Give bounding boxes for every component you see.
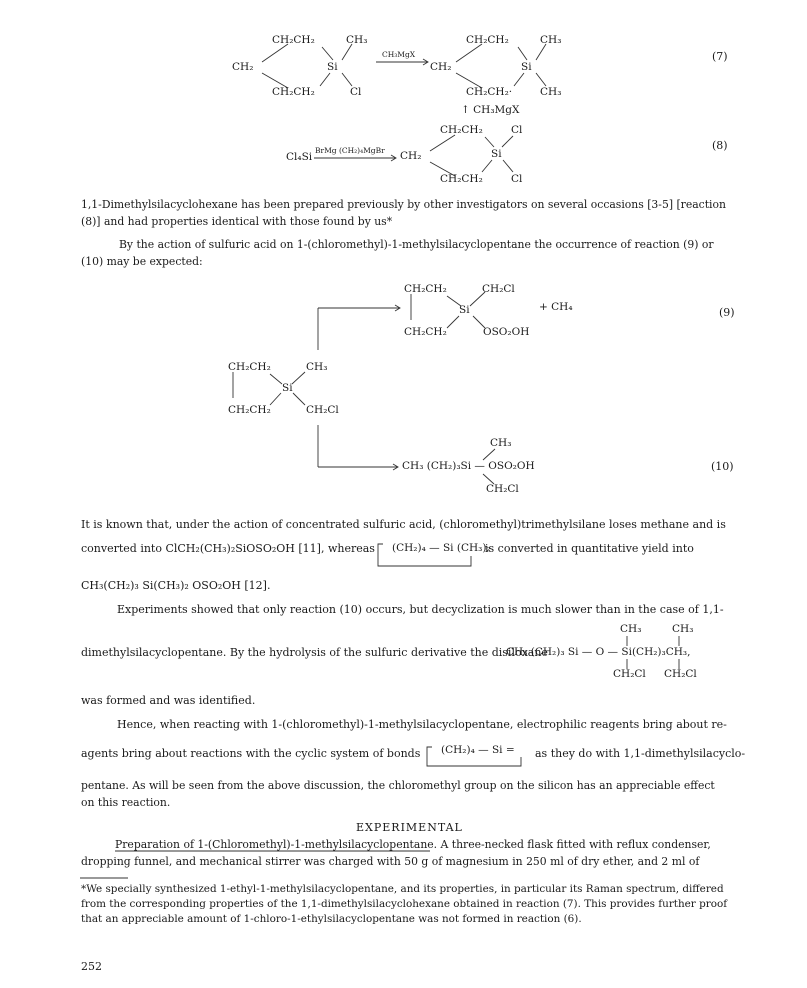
s7-right-bot1: CH₂CH₂· — [466, 86, 513, 98]
disiloxane-ch3-right: CH₃ — [672, 623, 694, 635]
paragraph-2: By the action of sulfuric acid on 1-(chloromethyl)-1-methylsilacyclopentane the occurrence of reaction (9) or (10) may be expected: — [81, 238, 714, 268]
s7-right-top2: CH₃ — [540, 34, 562, 46]
s7-left-bot2: Cl — [350, 86, 362, 98]
preparation-paragraph — [81, 836, 731, 870]
s7-reagent: CH₃MgX — [382, 50, 416, 59]
s9-si: Si — [459, 304, 470, 316]
disiloxane-main: CH₃ (CH₂)₃ Si — O — Si(CH₂)₃CH₃, — [506, 646, 691, 658]
disiloxane-cl-left: CH₂Cl — [613, 668, 646, 680]
s7-number: (7) — [712, 50, 728, 63]
s7-right-top1: CH₂CH₂ — [466, 34, 509, 46]
s7-right-c: CH₂ — [430, 61, 452, 73]
s7-up-reagent: ↑ CH₃MgX — [461, 104, 520, 116]
s8-reagent: BrMg (CH₂)₄MgBr — [315, 146, 385, 155]
paragraph-7-fragment: (CH₂)₄ — Si = — [441, 744, 515, 756]
s9-bot2: OSO₂OH — [483, 326, 530, 338]
s8-c: CH₂ — [400, 150, 422, 162]
s10-bottom: CH₂Cl — [486, 483, 519, 495]
s8-bot2: Cl — [511, 173, 523, 185]
s10-top: CH₃ — [490, 437, 512, 449]
s9-top1: CH₂CH₂ — [404, 283, 447, 295]
s8-bot1: CH₂CH₂ — [440, 173, 483, 185]
section-heading: EXPERIMENTAL — [356, 821, 463, 834]
paragraph-1: 1,1-Dimethylsilacyclohexane has been prepared previously by other investigators on several occasions [3-5] [reaction (8)] and had properties identical with those found by us* — [81, 198, 726, 228]
s7-left-top1: CH₂CH₂ — [272, 34, 315, 46]
paragraph-3c: CH₃(CH₂)₃ Si(CH₃)₂ OSO₂OH [12]. — [81, 579, 271, 592]
s7-left-bot1: CH₂CH₂ — [272, 86, 315, 98]
start-bot2: CH₂Cl — [306, 404, 339, 416]
s7-left-c: CH₂ — [232, 61, 254, 73]
start-top1: CH₂CH₂ — [228, 361, 271, 373]
s9-number: (9) — [719, 306, 735, 319]
s10-number: (10) — [711, 460, 734, 473]
s7-left-top2: CH₃ — [346, 34, 368, 46]
paragraph-3b-fragment: (CH₂)₄ — Si (CH₃)₂ — [392, 542, 491, 554]
s7-right-si: Si — [521, 61, 532, 73]
paragraph-5: was formed and was identified. — [81, 694, 256, 707]
paragraph-7-post: as they do with 1,1-dimethylsilacyclo- — [535, 747, 746, 760]
paragraph-3b-pre: converted into ClCH₂(CH₃)₂SiOSO₂OH [11], whereas — [81, 542, 375, 555]
s9-plus: + CH₄ — [539, 301, 573, 313]
disiloxane-cl-right: CH₂Cl — [664, 668, 697, 680]
s10-main: CH₃ (CH₂)₃Si — OSO₂OH — [402, 460, 535, 472]
footnote: *We specially synthesized 1-ethyl-1-methylsilacyclopentane, and its properties, in particular its Raman spectrum, differed from the corresponding properties of the 1,1-dimethylsilacyclohexane obtained in reaction (7). This provides further proof that an appreciable amount of 1-chloro-1-ethylsilacyclopentane was not formed in reaction (6). — [81, 883, 728, 925]
paragraph-6: Hence, when reacting with 1-(chloromethyl)-1-methylsilacyclopentane, electrophilic reagents bring about re- — [117, 718, 727, 731]
s8-start: Cl₄Si — [286, 151, 313, 163]
start-bot1: CH₂CH₂ — [228, 404, 271, 416]
paragraph-7-pre: agents bring about reactions with the cyclic system of bonds — [81, 747, 421, 760]
s9-bot1: CH₂CH₂ — [404, 326, 447, 338]
s8-top2: Cl — [511, 124, 523, 136]
paragraph-3a: It is known that, under the action of concentrated sulfuric acid, (chloromethyl)trimethylsilane loses methane and is — [81, 518, 726, 531]
disiloxane-ch3-left: CH₃ — [620, 623, 642, 635]
s7-left-si: Si — [327, 61, 338, 73]
s7-right-bot2: CH₃ — [540, 86, 562, 98]
preparation-title: Preparation of 1-(Chloromethyl)-1-methylsilacyclopentane. — [115, 838, 438, 851]
start-si: Si — [282, 382, 293, 394]
paragraph-4a: Experiments showed that only reaction (10) occurs, but decyclization is much slower than in the case of 1,1- — [117, 603, 724, 616]
s8-si: Si — [491, 148, 502, 160]
start-top2: CH₃ — [306, 361, 328, 373]
page-number: 252 — [81, 960, 102, 973]
paragraph-4b: dimethylsilacyclopentane. By the hydrolysis of the sulfuric derivative the disiloxane — [81, 646, 548, 659]
preparation-text: A three-necked flask fitted with reflux condenser, dropping funnel, and mechanical stirrer was charged with 50 g of magnesium in 250 ml of dry ether, and 2 ml of — [81, 838, 711, 868]
s8-number: (8) — [712, 139, 728, 152]
paragraph-3b-post: is converted in quantitative yield into — [485, 542, 694, 555]
paragraph-8: pentane. As will be seen from the above discussion, the chloromethyl group on the silicon has an appreciable effect on this reaction. — [81, 779, 715, 809]
s9-top2: CH₂Cl — [482, 283, 515, 295]
s8-top1: CH₂CH₂ — [440, 124, 483, 136]
